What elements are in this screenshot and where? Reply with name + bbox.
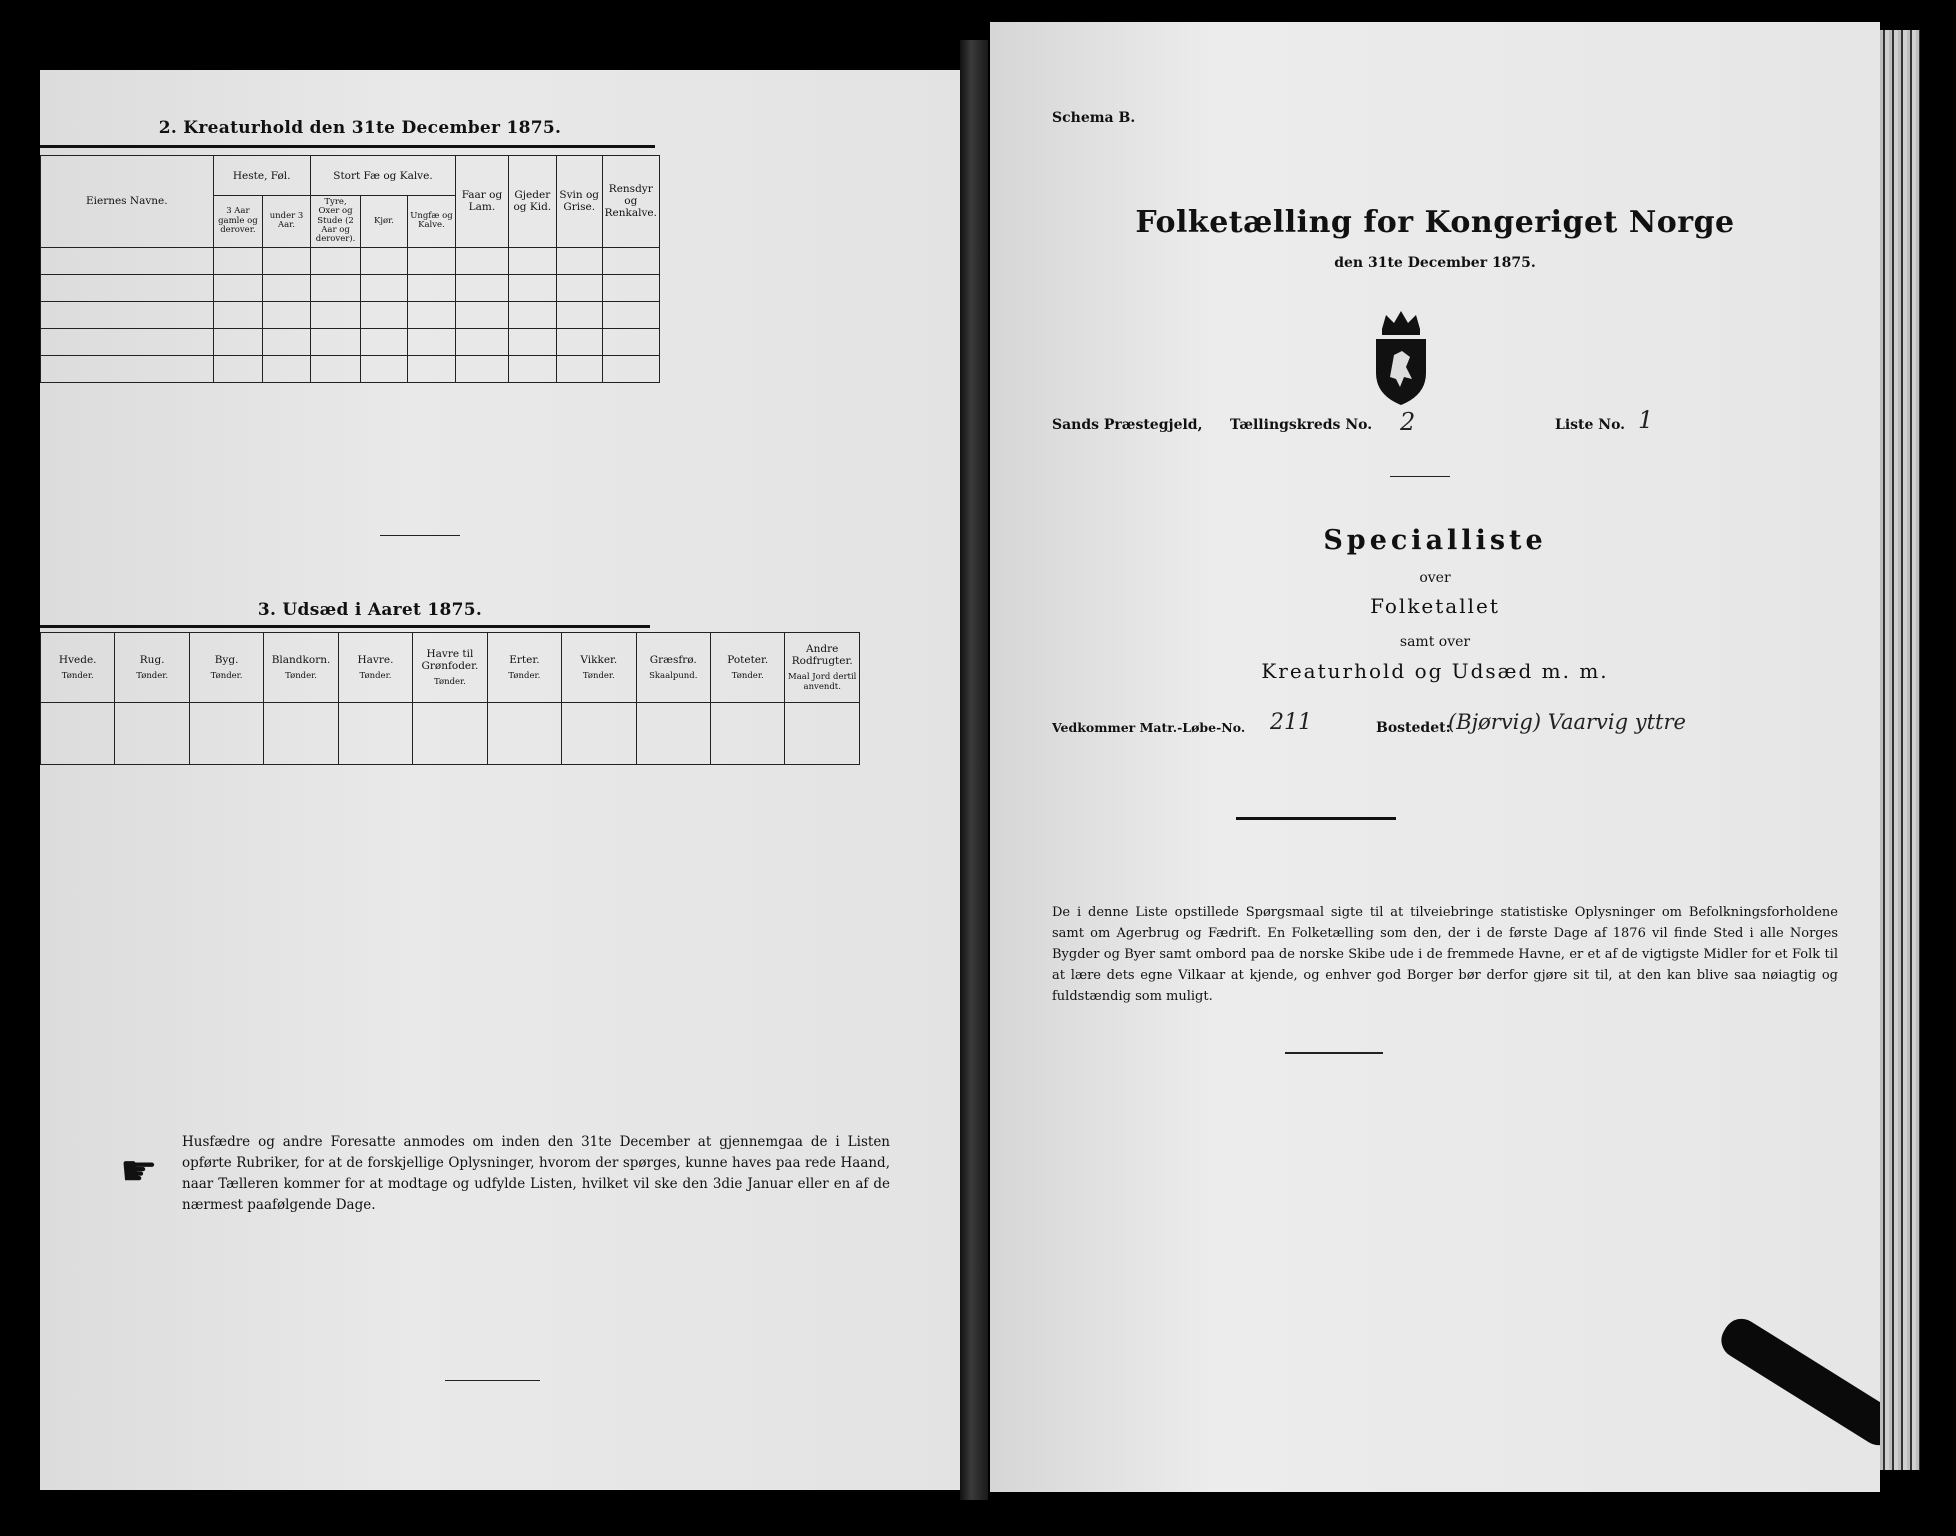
footer-note: De i denne Liste opstillede Spørgsmaal sigte til at tilveiebringe statistiske Oplysninger om Befolkningsforholdene samt om Agerbrug og Fædrift. En Folketælling som den, der i de første Dage af 1876 vil finde Sted i alle Norges Bygder og Byer samt ombord paa de norske Skibe ude i de fremmede Havne, er et af de vigtigste Midler for et Folk til at lære dets egne Vilkaar at kjende, og enhver god Borger bør derfor gjøre sit til, at den kan blive saa nøiagtig og fuldstændig som muligt. xyxy=(1052,905,1838,1004)
bosted-label: Bostedet: xyxy=(1376,720,1451,736)
pointing-hand-icon: ☛ xyxy=(120,1146,158,1195)
sowing-col-name: Vikker. xyxy=(580,653,618,666)
sowing-col-unit: Tønder. xyxy=(136,670,169,681)
sowing-col-name: Erter. xyxy=(509,653,540,666)
district-number: 2 xyxy=(1400,408,1416,436)
notice-text: Husfædre og andre Foresatte anmodes om inden den 31te December at gjennemgaa de i Listen opførte Rubriker, for at de forskjellige Oplysninger, hvorom der spørges, kunne haves paa rede Haand, naar Tælleren kommer for at modtage og udfylde Listen, hvilket vil ske den 3die Januar eller en af de nærmest paafølgende Dage. xyxy=(182,1134,890,1213)
page-edges xyxy=(1880,30,1920,1470)
sowing-col-unit: Tønder. xyxy=(508,670,541,681)
divider xyxy=(1285,1052,1383,1054)
matr-number: 211 xyxy=(1270,710,1312,735)
sowing-col-header xyxy=(338,633,412,703)
text-kreaturhold: Kreaturhold og Udsæd m. m. xyxy=(1261,659,1609,683)
sowing-col-unit: Tønder. xyxy=(61,670,94,681)
table-row xyxy=(41,301,660,328)
table-row xyxy=(41,703,860,765)
sowing-col-header xyxy=(413,633,487,703)
sowing-col-header xyxy=(636,633,710,703)
table-cell xyxy=(115,703,189,765)
sowing-col-header xyxy=(115,633,189,703)
page-title: Folketælling for Kongeriget Norge xyxy=(1135,205,1735,240)
table-row xyxy=(41,355,660,382)
col-gjeder: Gjeder og Kid. xyxy=(508,156,556,248)
sowing-col-unit: Tønder. xyxy=(210,670,243,681)
sowing-col-header xyxy=(41,633,115,703)
parish-label: Sands Præstegjeld, xyxy=(1052,417,1203,433)
sowing-col-unit: Maal Jord dertil anvendt. xyxy=(788,672,857,692)
divider xyxy=(1236,817,1396,820)
col-heste-3aar: 3 Aar gamle og derover. xyxy=(213,196,263,248)
sowing-col-unit: Tønder. xyxy=(582,670,615,681)
sowing-col-header xyxy=(562,633,636,703)
col-svin: Svin og Grise. xyxy=(556,156,602,248)
list-number: 1 xyxy=(1638,406,1654,434)
table-cell xyxy=(41,703,115,765)
left-page xyxy=(40,70,960,1490)
table-cell xyxy=(785,703,860,765)
sowing-col-name: Rug. xyxy=(139,653,165,666)
col-owner-names: Eiernes Navne. xyxy=(41,156,214,248)
schema-label: Schema B. xyxy=(1052,110,1136,126)
sowing-col-unit: Tønder. xyxy=(731,670,764,681)
sowing-col-header xyxy=(785,633,860,703)
col-stort-fae: Stort Fæ og Kalve. xyxy=(310,156,455,196)
divider xyxy=(445,1380,540,1381)
section2-title: 2. Kreaturhold den 31te December 1875. xyxy=(158,118,562,138)
sowing-col-name: Poteter. xyxy=(727,653,769,666)
sowing-col-name: Hvede. xyxy=(58,653,97,666)
text-folketallet: Folketallet xyxy=(1370,594,1500,618)
table-cell xyxy=(710,703,784,765)
table-row xyxy=(41,247,660,274)
sowing-col-header xyxy=(189,633,263,703)
sowing-col-name: Byg. xyxy=(214,653,239,666)
col-heste: Heste, Føl. xyxy=(213,156,310,196)
sowing-col-name: Havre. xyxy=(357,653,394,666)
section3-title: 3. Udsæd i Aaret 1875. xyxy=(257,600,483,620)
col-tyre: Tyre, Oxer og Stude (2 Aar og derover). xyxy=(310,196,360,248)
sowing-col-header xyxy=(710,633,784,703)
norwegian-coat-of-arms-icon xyxy=(1368,307,1434,407)
col-ungfae: Ungfæ og Kalve. xyxy=(407,196,455,248)
livestock-table xyxy=(40,155,660,383)
table-row xyxy=(41,328,660,355)
col-rensdyr: Rensdyr og Renkalve. xyxy=(602,156,659,248)
district-label: Tællingskreds No. xyxy=(1230,417,1373,433)
table-cell xyxy=(264,703,338,765)
sowing-col-unit: Skaalpund. xyxy=(649,670,698,681)
col-heste-under3: under 3 Aar. xyxy=(263,196,311,248)
sowing-col-name: Havre til Grønfoder. xyxy=(421,647,479,672)
right-page xyxy=(990,22,1880,1492)
sowing-col-unit: Tønder. xyxy=(433,676,466,687)
table-cell xyxy=(189,703,263,765)
col-kjor: Kjør. xyxy=(361,196,407,248)
divider xyxy=(1390,476,1450,477)
divider xyxy=(380,535,460,536)
table-cell xyxy=(338,703,412,765)
text-over: over xyxy=(1419,570,1451,586)
col-faar: Faar og Lam. xyxy=(456,156,509,248)
specialliste-heading: Specialliste xyxy=(1323,525,1547,556)
sowing-table xyxy=(40,632,860,765)
table-cell xyxy=(636,703,710,765)
sowing-col-unit: Tønder. xyxy=(285,670,317,681)
text-samt-over: samt over xyxy=(1399,634,1471,650)
sowing-col-name: Blandkorn. xyxy=(271,653,331,666)
table-cell xyxy=(562,703,636,765)
sowing-col-header xyxy=(264,633,338,703)
matr-label: Vedkommer Matr.-Løbe-No. xyxy=(1052,720,1246,735)
sowing-col-name: Græsfrø. xyxy=(649,653,697,666)
list-label: Liste No. xyxy=(1555,417,1626,433)
section2-rule xyxy=(40,145,655,148)
table-row xyxy=(41,274,660,301)
table-cell xyxy=(487,703,561,765)
sowing-col-name: Andre Rodfrugter. xyxy=(791,643,853,668)
bosted-value: (Bjørvig) Vaarvig yttre xyxy=(1448,710,1686,734)
table-cell xyxy=(413,703,487,765)
section3-rule xyxy=(40,625,650,628)
book-spine xyxy=(960,40,988,1500)
page-tab xyxy=(1715,1312,1880,1452)
sowing-col-header xyxy=(487,633,561,703)
sowing-col-unit: Tønder. xyxy=(359,670,392,681)
census-date: den 31te December 1875. xyxy=(1334,255,1536,271)
